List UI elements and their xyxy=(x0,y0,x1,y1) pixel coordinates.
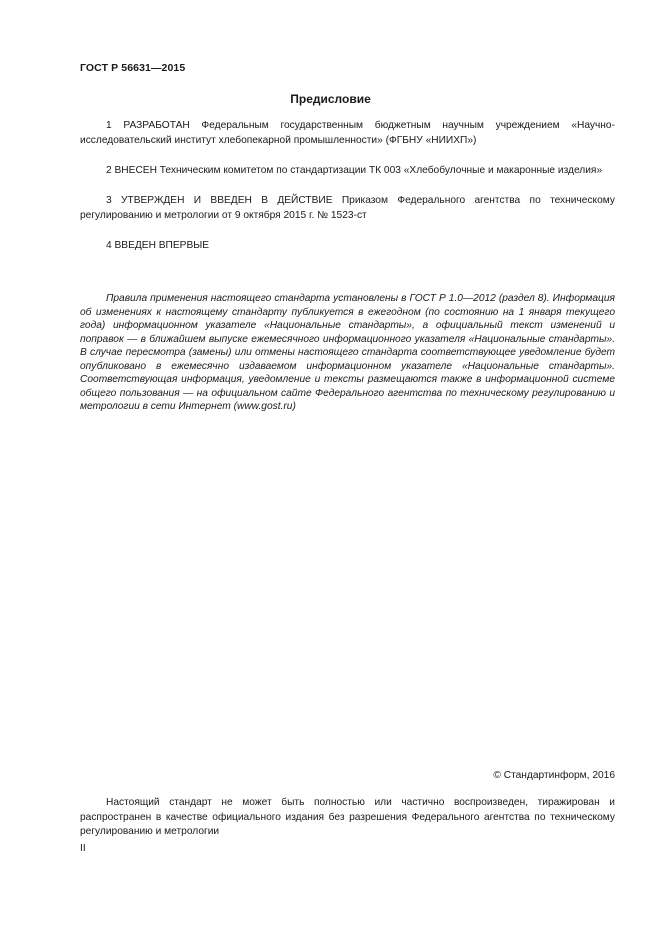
preface-item-submitted: 2 ВНЕСЕН Техническим комитетом по стандартизации ТК 003 «Хлебобулочные и макаронные изделия» xyxy=(106,165,603,176)
preface-item-first-introduced: 4 ВВЕДЕН ВПЕРВЫЕ xyxy=(106,240,210,251)
preface-items xyxy=(80,118,615,253)
preface-item-approved: 3 УТВЕРЖДЕН И ВВЕДЕН В ДЕЙСТВИЕ Приказом Федерального агентства по техническому регулированию и метрологии от 9 октября 2015 г. № 1523-ст xyxy=(80,195,615,221)
preface-title: Предисловие xyxy=(290,92,371,106)
application-rules-notice: Правила применения настоящего стандарта установлены в ГОСТ Р 1.0—2012 (раздел 8). Информация об изменениях к настоящему стандарту публикуется в ежегодном (по состоянию на 1 января текущего года) информационном указателе «Национальные стандарты», а официальный текст изменений и поправок — в ближайшем выпуске ежемесячного информационного указателя «Национальные стандарты». В случае пересмотра (замены) или отмены настоящего стандарта соответствующее уведомление будет опубликовано в ежемесячно издаваемом информационном указателе «Национальные стандарты». Соответствующая информация, уведомление и тексты размещаются также в информационной системе общего пользования — на официальном сайте Федерального агентства по техническому регулированию и метрологии в сети Интернет (www.gost.ru) xyxy=(80,293,615,412)
preface-item-developed: 1 РАЗРАБОТАН Федеральным государственным бюджетным научным учреждением «Научно-исследовательский институт хлебопекарной промышленности» (ФГБНУ «НИИХП») xyxy=(80,120,615,146)
reproduction-disclaimer: Настоящий стандарт не может быть полностью или частично воспроизведен, тиражирован и распространен в качестве официального издания без разрешения Федерального агентства по техническому регулированию и метрологии xyxy=(80,797,615,837)
document-code: ГОСТ Р 56631—2015 xyxy=(80,62,186,74)
page-number: II xyxy=(80,843,86,854)
copyright-line: © Стандартинформ, 2016 xyxy=(493,770,615,781)
